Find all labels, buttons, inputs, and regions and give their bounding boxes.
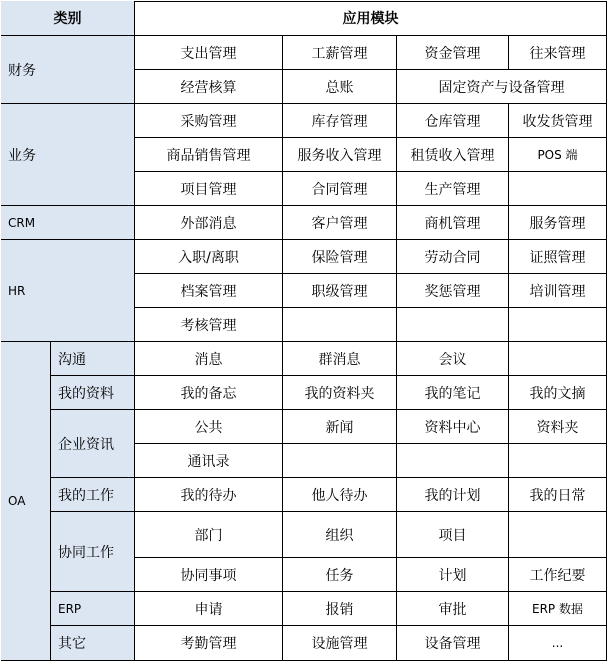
module-cell: 考核管理 (135, 308, 283, 342)
module-cell: 群消息 (283, 342, 397, 376)
module-cell: 任务 (283, 558, 397, 592)
module-cell: 组织 (283, 512, 397, 558)
module-cell: 培训管理 (509, 274, 607, 308)
empty-cell (283, 308, 397, 342)
module-cell: 我的资料夹 (283, 376, 397, 410)
empty-cell (509, 308, 607, 342)
module-cell: 仓库管理 (397, 104, 509, 138)
module-cell: 项目管理 (135, 172, 283, 206)
module-cell: 入职/离职 (135, 240, 283, 274)
module-cell: 商品销售管理 (135, 138, 283, 172)
category-crm: CRM (1, 206, 135, 240)
empty-cell (397, 444, 509, 478)
module-cell: 我的备忘 (135, 376, 283, 410)
subcategory-my-work: 我的工作 (51, 478, 135, 512)
module-cell: 部门 (135, 512, 283, 558)
module-cell: 服务收入管理 (283, 138, 397, 172)
module-cell: 消息 (135, 342, 283, 376)
empty-cell (283, 444, 397, 478)
category-business: 业务 (1, 104, 135, 206)
module-cell: 劳动合同 (397, 240, 509, 274)
module-cell: 往来管理 (509, 36, 607, 70)
module-cell: 我的文摘 (509, 376, 607, 410)
module-cell: 项目 (397, 512, 509, 558)
module-cell: 设施管理 (283, 626, 397, 661)
module-cell: 新闻 (283, 410, 397, 444)
module-cell: 资料夹 (509, 410, 607, 444)
module-cell: 工作纪要 (509, 558, 607, 592)
module-cell: 档案管理 (135, 274, 283, 308)
module-cell: 外部消息 (135, 206, 283, 240)
subcategory-erp: ERP (51, 592, 135, 626)
empty-cell (509, 512, 607, 558)
module-cell: ... (509, 626, 607, 661)
subcategory-communication: 沟通 (51, 342, 135, 376)
module-cell: 他人待办 (283, 478, 397, 512)
module-cell: 奖惩管理 (397, 274, 509, 308)
module-cell: 采购管理 (135, 104, 283, 138)
header-category: 类别 (1, 1, 135, 36)
category-finance: 财务 (1, 36, 135, 104)
empty-cell (509, 342, 607, 376)
module-cell: 审批 (397, 592, 509, 626)
module-cell: 公共 (135, 410, 283, 444)
module-table (1, 1, 607, 661)
module-cell: 合同管理 (283, 172, 397, 206)
module-cell: 总账 (283, 70, 397, 104)
module-cell: 商机管理 (397, 206, 509, 240)
module-cell: 资料中心 (397, 410, 509, 444)
module-cell: 我的待办 (135, 478, 283, 512)
module-cell: ERP 数据 (509, 592, 607, 626)
module-cell: 客户管理 (283, 206, 397, 240)
module-cell: 职级管理 (283, 274, 397, 308)
module-cell: 固定资产与设备管理 (397, 70, 607, 104)
module-cell: 资金管理 (397, 36, 509, 70)
module-cell: 库存管理 (283, 104, 397, 138)
module-cell: 工薪管理 (283, 36, 397, 70)
module-cell: 我的日常 (509, 478, 607, 512)
subcategory-other: 其它 (51, 626, 135, 661)
module-cell: 保险管理 (283, 240, 397, 274)
module-cell: 考勤管理 (135, 626, 283, 661)
module-cell: 报销 (283, 592, 397, 626)
module-cell: 通讯录 (135, 444, 283, 478)
header-modules: 应用模块 (135, 1, 607, 36)
module-cell: 支出管理 (135, 36, 283, 70)
module-cell: POS 端 (509, 138, 607, 172)
module-cell: 申请 (135, 592, 283, 626)
module-cell: 租赁收入管理 (397, 138, 509, 172)
category-hr: HR (1, 240, 135, 342)
module-cell: 经营核算 (135, 70, 283, 104)
module-cell: 服务管理 (509, 206, 607, 240)
empty-cell (509, 444, 607, 478)
empty-cell (397, 308, 509, 342)
empty-cell (509, 172, 607, 206)
module-cell: 我的笔记 (397, 376, 509, 410)
module-cell: 收发货管理 (509, 104, 607, 138)
module-cell: 设备管理 (397, 626, 509, 661)
module-cell: 协同事项 (135, 558, 283, 592)
module-cell: 我的计划 (397, 478, 509, 512)
module-cell: 证照管理 (509, 240, 607, 274)
module-cell: 计划 (397, 558, 509, 592)
module-cell: 会议 (397, 342, 509, 376)
module-cell: 生产管理 (397, 172, 509, 206)
subcategory-company-info: 企业资讯 (51, 410, 135, 478)
subcategory-collaboration: 协同工作 (51, 512, 135, 592)
category-oa: OA (1, 342, 51, 661)
subcategory-my-documents: 我的资料 (51, 376, 135, 410)
